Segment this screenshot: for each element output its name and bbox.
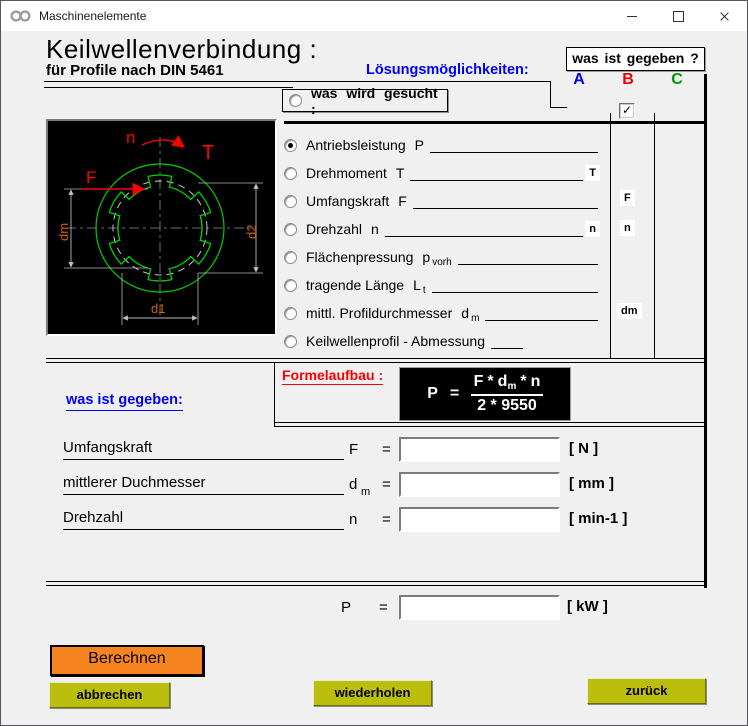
subtitle-underline bbox=[44, 81, 293, 82]
connector-line bbox=[550, 107, 567, 108]
dm-dimension-label: dm bbox=[56, 222, 71, 241]
radio-row-drehmoment bbox=[284, 163, 600, 183]
given-row-symbol: d bbox=[349, 476, 358, 493]
drehzahl-input[interactable] bbox=[399, 507, 560, 532]
force-arrow-label: F bbox=[86, 168, 97, 187]
radio-symbol: d bbox=[461, 305, 470, 321]
equals-sign: = bbox=[382, 511, 391, 528]
radio-profildurchmesser[interactable] bbox=[284, 307, 297, 320]
connector-line bbox=[293, 81, 551, 82]
column-b-checkbox[interactable]: ✓ bbox=[619, 103, 635, 119]
maximize-button[interactable] bbox=[655, 1, 701, 31]
fill-line bbox=[410, 179, 583, 181]
radio-label: tragende Länge bbox=[306, 277, 405, 293]
column-a-label: A bbox=[573, 71, 585, 88]
equals-sign: = bbox=[382, 476, 391, 493]
solution-tag-t: T bbox=[585, 165, 600, 181]
result-input[interactable] bbox=[399, 595, 560, 620]
radio-drehzahl[interactable] bbox=[284, 223, 297, 236]
what-is-searched-group bbox=[282, 84, 448, 117]
close-button[interactable] bbox=[701, 1, 747, 31]
radio-keilwellenprofil[interactable] bbox=[284, 335, 297, 348]
divider bbox=[46, 585, 707, 586]
fill-line bbox=[432, 291, 598, 293]
equals-sign: = bbox=[379, 599, 388, 616]
radio-symbol: F bbox=[398, 193, 407, 209]
fill-line bbox=[485, 319, 598, 321]
given-row-symbol-subscript: m bbox=[361, 486, 371, 498]
solution-tag-n: n bbox=[585, 221, 600, 237]
radio-label: Flächenpressung bbox=[306, 249, 414, 265]
close-icon bbox=[719, 11, 730, 22]
radio-antriebsleistung[interactable] bbox=[284, 139, 297, 152]
fill-line bbox=[458, 263, 598, 265]
fill-line bbox=[430, 151, 598, 153]
radio-row-antriebsleistung bbox=[284, 135, 600, 155]
given-row-symbol: n bbox=[349, 511, 358, 528]
divider bbox=[46, 362, 707, 363]
maximize-icon bbox=[673, 11, 684, 22]
formula-label: Formelaufbau : bbox=[282, 367, 384, 383]
spline-profile-diagram bbox=[46, 119, 277, 336]
radio-symbol: L bbox=[413, 277, 421, 293]
divider bbox=[274, 422, 707, 423]
radio-label: mittl. Profildurchmesser bbox=[306, 305, 453, 321]
radio-symbol: n bbox=[371, 221, 379, 237]
radio-row-drehzahl bbox=[284, 219, 600, 239]
formula-panel-border bbox=[274, 362, 275, 427]
umfangskraft-input[interactable] bbox=[399, 437, 560, 462]
radio-label: Drehzahl bbox=[306, 221, 363, 237]
radio-symbol: p bbox=[422, 249, 431, 265]
column-divider-bc bbox=[654, 113, 655, 359]
given-row-umfangskraft bbox=[61, 437, 711, 471]
radio-label: Antriebsleistung bbox=[306, 137, 406, 153]
divider bbox=[274, 426, 707, 427]
formula-denominator: 2 * 9550 bbox=[471, 394, 543, 415]
formula-equals: = bbox=[449, 385, 460, 402]
what-is-given-button[interactable]: was ist gegeben ? bbox=[566, 47, 705, 71]
divider bbox=[284, 121, 707, 124]
radio-row-umfangskraft bbox=[284, 191, 600, 211]
back-button[interactable]: zurück bbox=[587, 678, 706, 704]
formula-numerator: F * dm * n bbox=[473, 373, 541, 393]
radio-label: Umfangskraft bbox=[306, 193, 390, 209]
given-row-durchmesser bbox=[61, 472, 711, 506]
formula-lhs: P bbox=[427, 385, 438, 402]
divider bbox=[46, 358, 707, 359]
column-b-label: B bbox=[622, 71, 634, 88]
app-icon bbox=[10, 9, 32, 23]
formula-box bbox=[399, 367, 571, 421]
title-bar bbox=[1, 1, 747, 31]
divider bbox=[46, 581, 707, 582]
repeat-button[interactable]: wiederholen bbox=[313, 680, 432, 706]
radio-label: Drehmoment bbox=[306, 165, 387, 181]
fill-line bbox=[491, 347, 523, 349]
fill-line bbox=[413, 207, 598, 209]
radio-row-flaechenpressung bbox=[284, 247, 600, 267]
radio-drehmoment[interactable] bbox=[284, 167, 297, 180]
cancel-button[interactable]: abbrechen bbox=[49, 682, 170, 708]
window-title: Maschinenelemente bbox=[39, 9, 147, 23]
equals-sign: = bbox=[382, 441, 391, 458]
spline-profile-drawing bbox=[48, 121, 275, 334]
rotation-arrow-label: n bbox=[126, 128, 136, 147]
solutions-label: Lösungsmöglichkeiten: bbox=[366, 62, 529, 78]
dm-extension-lines bbox=[64, 189, 148, 268]
given-row-label: Umfangskraft bbox=[63, 439, 344, 460]
radio-tragende-laenge[interactable] bbox=[284, 279, 297, 292]
column-divider-ab bbox=[610, 113, 611, 359]
radio-row-tragende-laenge bbox=[284, 275, 600, 295]
page-title: Keilwellenverbindung : bbox=[46, 34, 318, 64]
given-section-label: was ist gegeben: bbox=[66, 392, 183, 411]
d1-dimension-label: d1 bbox=[151, 301, 166, 316]
radio-umfangskraft[interactable] bbox=[284, 195, 297, 208]
radio-flaechenpressung[interactable] bbox=[284, 251, 297, 264]
radio-symbol: T bbox=[395, 165, 405, 181]
given-row-label: Drehzahl bbox=[63, 509, 344, 530]
fill-line bbox=[385, 235, 583, 237]
calculate-button[interactable]: Berechnen bbox=[50, 645, 204, 676]
connector-line bbox=[550, 81, 551, 108]
given-row-drehzahl bbox=[61, 507, 711, 541]
radio-symbol: P bbox=[414, 137, 424, 153]
subtitle-underline-2 bbox=[44, 87, 293, 88]
unit-label: [ min-1 ] bbox=[569, 510, 628, 527]
unit-label: [ mm ] bbox=[569, 475, 614, 492]
result-symbol: P bbox=[341, 599, 352, 616]
radio-symbol-subscript: vorh bbox=[432, 256, 452, 268]
d2-dimension-label: d2 bbox=[244, 224, 259, 239]
column-b-tag-n: n bbox=[620, 220, 635, 236]
minimize-icon bbox=[627, 16, 637, 17]
column-c-label: C bbox=[671, 71, 683, 88]
formula-fraction bbox=[471, 373, 543, 415]
given-row-label: mittlerer Duchmesser bbox=[63, 474, 344, 495]
unit-label: [ N ] bbox=[569, 440, 599, 457]
radio-label: Keilwellenprofil - Abmessung bbox=[306, 333, 485, 349]
result-unit-label: [ kW ] bbox=[567, 598, 608, 615]
durchmesser-input[interactable] bbox=[399, 472, 560, 497]
page-subtitle: für Profile nach DIN 5461 bbox=[46, 62, 224, 79]
search-radio[interactable] bbox=[289, 94, 302, 107]
column-b-tag-dm: dm bbox=[617, 303, 642, 319]
search-group-label: was wird gesucht : bbox=[311, 84, 438, 117]
rotation-arrow bbox=[142, 140, 184, 147]
radio-row-profildurchmesser bbox=[284, 303, 600, 323]
radio-symbol-subscript: m bbox=[471, 312, 480, 324]
torque-label: T bbox=[202, 142, 215, 164]
radio-row-keilwellenprofil bbox=[284, 331, 600, 351]
given-row-symbol: F bbox=[349, 441, 359, 458]
radio-symbol-subscript: t bbox=[422, 284, 426, 296]
column-b-tag-f: F bbox=[620, 190, 635, 206]
minimize-button[interactable] bbox=[609, 1, 655, 31]
